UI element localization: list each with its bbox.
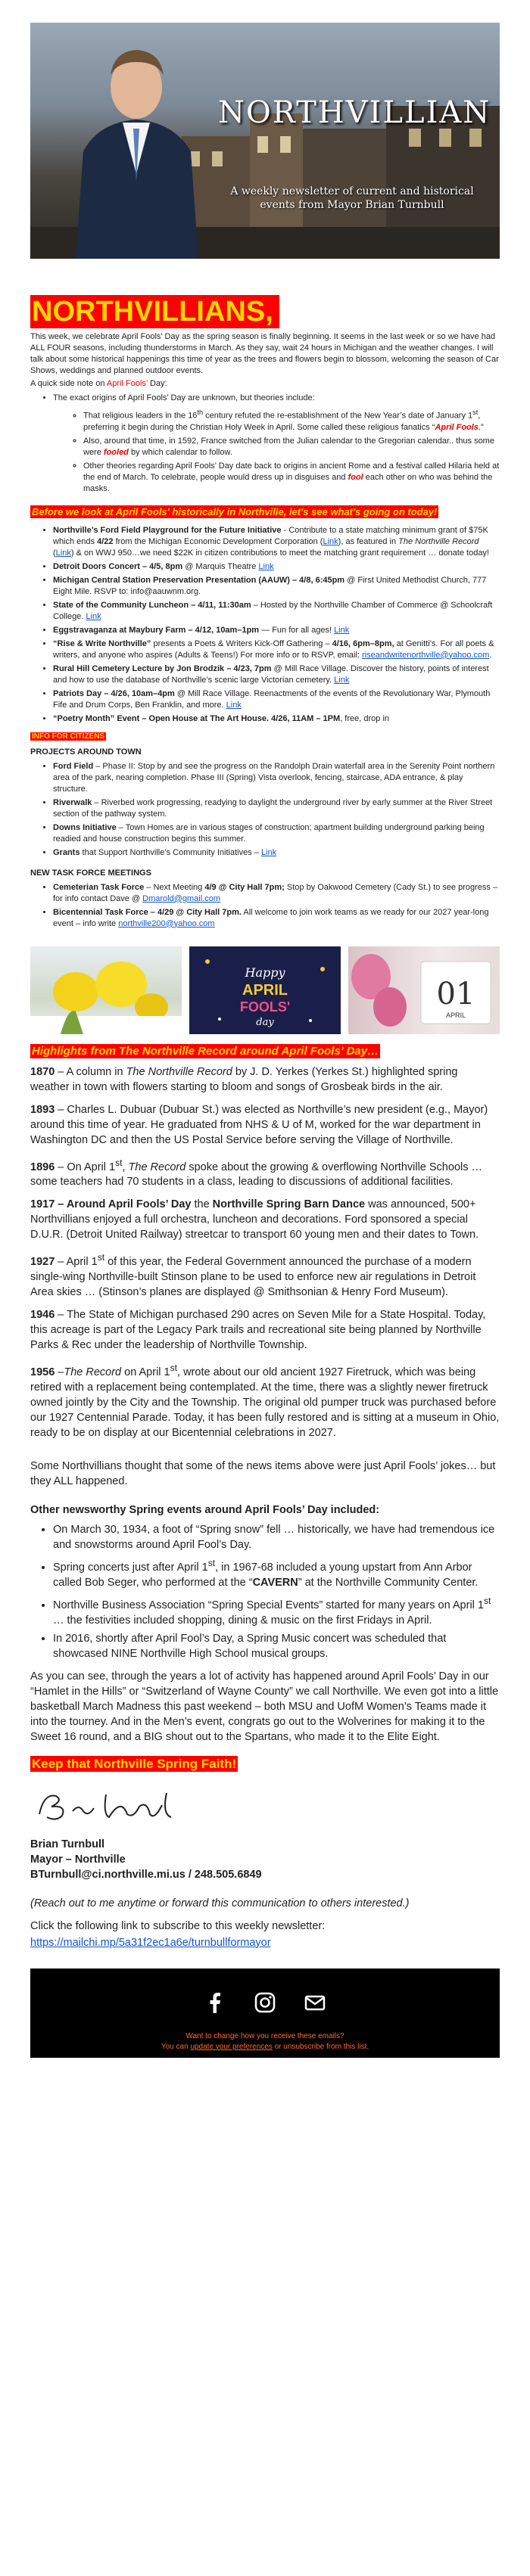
history-heading: Highlights from The Northville Record around April Fools’ Day… (32, 1044, 379, 1058)
list-item: • “Rise & Write Northville” presents a Poets & Writers Kick-Off Gathering – 4/16, 6pm–8pm, at Genitti’s. For all poets & writers, and anyone who aspires (Adults & Teens!) For more info or to RSVP, email: riseandwritenorthville@yahoo.com. (53, 639, 500, 661)
spring-heading: Other newsworthy Spring events around April Fools’ Day included: (30, 1504, 380, 1517)
list-item: • Bicentennial Task Force – 4/29 @ City Hall 7pm. All welcome to join work teams as we ready for our 2027 year-long event – info write northville200@yahoo.com (53, 907, 500, 930)
jokes-paragraph: Some Northvillians thought that some of the news items above were just April Fools’ jokes… but they ALL happened. (30, 1460, 496, 1488)
cemetery-lecture-link[interactable]: Link (334, 675, 350, 685)
doors-concert-link[interactable]: Link (258, 561, 274, 571)
list-item: • Rural Hill Cemetery Lecture by Jon Brodzik – 4/23, 7pm @ Mill Race Village. Discover the history, points of interest and how to use the database of Northville’s scenic large Victorian cemetery. Link (53, 663, 500, 686)
intro-paragraph: This week, we celebrate April Fools’ Day as the spring season is finally beginning. It seems in the last week or so we have had ALL FOUR seasons, including thunderstorms in March. As they say, wait 24 hours in Michigan and the weather changes. I will talk about some historical happenings this time of year as the trees and flowers begin to blossom, welcoming the season of Car Shows, weddings and planned outdoor events. (30, 332, 499, 375)
projects-heading: PROJECTS AROUND TOWN (30, 747, 142, 757)
footer-change-text: Want to change how you receive these emails? (186, 2031, 344, 2040)
instagram-icon[interactable] (254, 1991, 276, 2014)
calendar-photo (348, 946, 500, 1034)
list-item: • The exact origins of April Fools’ Day are unknown, but theories include: (53, 393, 500, 404)
list-item: • Patriots Day – 4/26, 10am–4pm @ Mill Race Village. Reenactments of the events of the Revolutionary War, Plymouth Fife and Drum Corps, Ben Franklin, and more. Link (53, 688, 500, 711)
signer-contact: BTurnbull@ci.northville.mi.us / 248.505.6849 (30, 1868, 262, 1881)
newsletter-subtitle: A weekly newsletter of current and historical events from Mayor Brian Turnbull (230, 185, 474, 211)
rise-write-email-link[interactable]: riseandwritenorthville@yahoo.com (362, 650, 490, 660)
happy-april-fools-graphic (189, 946, 341, 1034)
reach-out-note: (Reach out to me anytime or forward this communication to others interested.) (30, 1897, 410, 1909)
signer-name: Brian Turnbull (30, 1838, 105, 1850)
list-item: ◦ That religious leaders in the 16th century refuted the re-establishment of the New Year’s date of January 1st, preferring it begin during the Christian Holy Week in April. Some called these religious fanatics “April Fools.” (83, 407, 500, 433)
list-item: • Spring concerts just after April 1st, in 1967-68 included a young upstart from Ann Arbor called Bob Seger, who performed at the “CAVERN” at the Northville Community Center. (53, 1555, 500, 1590)
signature-block (30, 1837, 500, 1882)
patriots-day-link[interactable]: Link (226, 700, 242, 710)
calendar-month: APRIL (445, 1011, 466, 1019)
list-item: • In 2016, shortly after April Fool’s Day, a Spring Music concert was scheduled that showcased NINE Northville High School musical groups. (53, 1631, 500, 1661)
task-force-list (30, 882, 500, 930)
list-item: • “Poetry Month” Event – Open House at The Art House. 4/26, 11AM – 1PM, free, drop in (53, 713, 500, 725)
greeting-heading: NORTHVILLIANS, (30, 295, 279, 328)
list-item: • Grants that Support Northville’s Community Initiatives – Link (53, 847, 500, 859)
street-scene-image (30, 23, 500, 259)
facebook-icon[interactable] (204, 1991, 226, 2014)
history-entry: 1927 – April 1st of this year, the Federal Government announced the purchase of a modern single-wing Northville-built Stinson plane to be used to enforce new air regulations in Detroit Area skies … (Stinson’s planes are displayed @ Smithsonian & Henry Ford Museum). (30, 1252, 476, 1299)
calendar-digits: 01 (436, 976, 475, 1011)
email-icon[interactable] (304, 1991, 326, 2014)
list-item: • Ford Field – Phase II: Stop by and see the progress on the Randolph Drain waterfall area in the Serenity Point northern area of the park, nearing completion. Phase III (Spring) Vista overlook, fencing, staircase, ADA entrance, & play structure. (53, 761, 500, 795)
task-force-heading: NEW TASK FORCE MEETINGS (30, 868, 151, 878)
list-item: ◦ Also, around that time, in 1592, France switched from the Julian calendar to the Gregorian calendar.. thus some were fooled by which calendar to follow. (83, 436, 500, 458)
newsletter-title: NORTHVILLIAN (218, 95, 491, 130)
happy-text: Happy (245, 965, 285, 980)
footer (30, 1969, 500, 2058)
list-item: • Downs Initiative – Town Homes are in various stages of construction; apartment building underground parking being readied and house construction begins this summer. (53, 822, 500, 845)
list-item: • Northville’s Ford Field Playground for the Future Initiative - Contribute to a state matching minimum grant of $75K which ends 4/22 from the Michigan Economic Development Corporation (Link), as featured in The Northville Record (Link) & on WWJ 950…we need $22K in citizen contributions to meet the matching grant requirement … donate today! (53, 525, 500, 559)
bicentennial-email-link[interactable]: northville200@yahoo.com (118, 918, 215, 928)
signer-role: Mayor – Northville (30, 1853, 126, 1866)
list-item: • Cemeterian Task Force – Next Meeting 4/9 @ City Hall 7pm; Stop by Oakwood Cemetery (Cady St.) to see progress – for info contact Dave @ Dmarold@gmail.com (53, 882, 500, 905)
side-note: A quick side note on April Fools’ Day: (30, 379, 167, 388)
grants-link[interactable]: Link (260, 847, 277, 857)
luncheon-link[interactable]: Link (86, 611, 101, 621)
header-banner (30, 23, 500, 259)
medc-link[interactable]: Link (323, 536, 338, 546)
subscribe-link[interactable]: https://mailchi.mp/5a31f2ec1a6e/turnbullformayor (30, 1936, 271, 1949)
list-item: • Detroit Doors Concert – 4/5, 8pm @ Marquis Theatre Link (53, 561, 500, 573)
history-entry: 1956 –The Record on April 1st, wrote about our old ancient 1927 Firetruck, which was being retired with a replacement being contemplated. At the time, there was a slightly newer firetruck owned jointly by the City and the Township. The original old pumper truck was purchased before our 1927 Centennial Parade. Today, it has been fully restored and is sitting at a museum in Ohio, ready to be on display at our Bicentennial celebrations in 2027. (30, 1363, 500, 1440)
spring-list (30, 1522, 500, 1661)
info-badge: INFO FOR CITIZENS (32, 732, 105, 741)
events-list (30, 525, 500, 725)
projects-list (30, 761, 500, 859)
record-link[interactable]: Link (55, 548, 71, 558)
list-item: • Michigan Central Station Preservation Presentation (AAUW) – 4/8, 6:45pm @ First United Methodist Church, 777 Eight Mile. RSVP to: info@aauwnm.org. (53, 575, 500, 598)
origins-list (30, 393, 500, 495)
list-item: • Eggstravaganza at Maybury Farm – 4/12, 10am–1pm — Fun for all ages! Link (53, 625, 500, 636)
fools-text: FOOLS' (239, 999, 291, 1015)
faith-heading: Keep that Northville Spring Faith! (32, 1756, 237, 1771)
dave-email-link[interactable]: Dmarold@gmail.com (142, 893, 221, 903)
history-entry: 1946 – The State of Michigan purchased 290 acres on Seven Mile for a State Hospital. Today, this acreage is part of the Legacy Park trails and recreational site being planned by Northville Parks & Rec under the leadership of Northville Township. (30, 1309, 486, 1352)
day-text: day (256, 1016, 274, 1028)
list-item: • Northville Business Association “Spring Special Events” started for many years on April 1st … the festivities included shopping, dining & music on the first Fridays in April. (53, 1593, 500, 1628)
eggstravaganza-link[interactable]: Link (334, 625, 350, 635)
intro-section (30, 331, 500, 930)
list-item: • State of the Community Luncheon – 4/11, 11:30am – Hosted by the Northville Chamber of Commerce @ Schoolcraft College. Link (53, 600, 500, 623)
history-entry: 1896 – On April 1st, The Record spoke about the growing & overflowing Northville Schools … some teachers had 70 students in a class, leading to discussions of additional facilities. (30, 1157, 483, 1189)
mayor-photo (76, 50, 198, 259)
april-text: APRIL (242, 981, 288, 999)
subscribe-text: Click the following link to subscribe to this weekly newsletter: (30, 1919, 326, 1932)
footer-preferences: You can update your preferences or unsubscribe from this list. (161, 2042, 369, 2051)
history-entry: 1870 – A column in The Northville Record by J. D. Yerkes (Yerkes St.) highlighted spring weather in town with flowers starting to bloom and songs of Grosbeak birds in the air. (30, 1065, 458, 1093)
history-entry: 1917 – Around April Fools’ Day the Northville Spring Barn Dance was announced, 500+ Northvillians enjoyed a full orchestra, luncheon and decorations. Ford sponsored a special D.U.R. (Detroit United Railway) streetcar to transport 60 young men and their dates to Town. (30, 1198, 479, 1241)
list-item: • Riverwalk – Riverbed work progressing, readying to daylight the underground river by early summer at the River Street section of the pathway system. (53, 797, 500, 820)
photo-strip (30, 946, 500, 1034)
history-section (30, 1064, 500, 1950)
going-on-heading: Before we look at April Fools' historically in Northville, let's see what's going on today! (32, 505, 438, 517)
update-preferences-link[interactable]: update your preferences (190, 2042, 273, 2051)
signature-image (33, 1784, 500, 1834)
spring-flowers-photo (30, 946, 182, 1034)
list-item: ◦ Other theories regarding April Fools’ Day date back to origins in ancient Rome and a festival called Hilaria held at the end of March. To celebrate, people would dress up in disguises and fool each other on who was behind the masks. (83, 461, 500, 495)
closing-paragraph: As you can see, through the years a lot of activity has happened around April Fools’ Day in our “Hamlet in the Hills” or “Switzerland of Wayne County” we call Northville. We even got into a little basketball March Madness this past weekend – both MSU and UofM Women’s Teams made it into the tourney. And in the Men’s event, congrats go out to the Wolverines for making it to the Sweet 16 round, and a BIG shout out to the Spartans, who made it to the Elite Eight. (30, 1670, 499, 1743)
history-entry: 1893 – Charles L. Dubuar (Dubuar St.) was elected as Northville’s new president (e.g., Mayor) around this time of year. He graduated from NHS & U of M, worked for the war department in Washington DC and then the US Postal Service before serving the Village of Northville. (30, 1103, 488, 1146)
list-item: • On March 30, 1934, a foot of “Spring snow” fell … historically, we have had tremendous ice and snowstorms around April Fool’s Day. (53, 1522, 500, 1552)
newsletter (30, 23, 500, 2058)
